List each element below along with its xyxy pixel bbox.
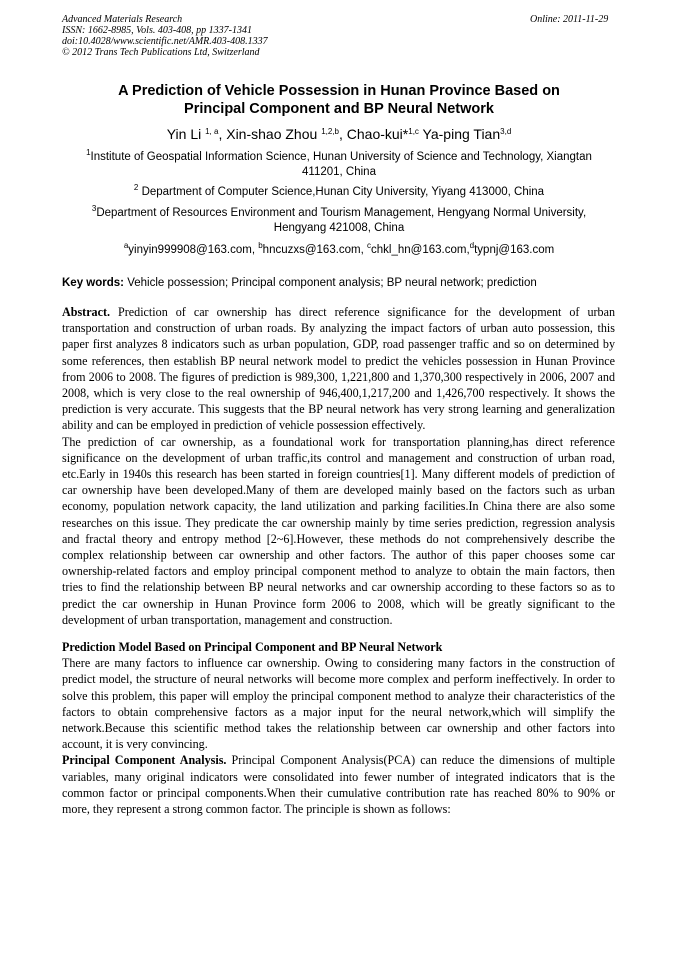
affiliation-3-sup: 3 bbox=[91, 204, 97, 213]
author-3-sup: 1,c bbox=[408, 127, 419, 136]
issn-line: ISSN: 1662-8985, Vols. 403-408, pp 1337-1341 bbox=[62, 25, 252, 36]
affiliation-3 bbox=[62, 206, 616, 236]
pca-paragraph bbox=[62, 752, 615, 817]
abstract-paragraph bbox=[62, 304, 615, 434]
affiliation-3-line-1: Department of Resources Environment and Tourism Management, Hengyang Normal University, bbox=[96, 207, 587, 219]
author-2-sup: 1,2,b bbox=[321, 127, 339, 136]
affiliation-2-sup: 2 bbox=[133, 183, 139, 192]
author-1-sup: 1, a bbox=[205, 127, 219, 136]
keywords-label: Key words: bbox=[62, 277, 124, 289]
doi-line: doi:10.4028/www.scientific.net/AMR.403-408.1337 bbox=[62, 36, 268, 47]
email-c: chkl_hn@163.com, bbox=[371, 244, 470, 256]
email-d-sup: d bbox=[469, 241, 475, 250]
section-heading: Prediction Model Based on Principal Component and BP Neural Network bbox=[62, 640, 443, 655]
affiliation-1-line-2: 411201, China bbox=[302, 166, 376, 178]
keywords-text: Vehicle possession; Principal component analysis; BP neural network; prediction bbox=[124, 277, 537, 289]
author-3: , Chao-kui* bbox=[338, 126, 409, 142]
paper-body bbox=[62, 304, 615, 817]
keywords bbox=[62, 276, 616, 291]
author-1: Yin Li bbox=[166, 126, 206, 142]
affiliation-2-text: Department of Computer Science,Hunan City University, Yiyang 413000, China bbox=[138, 186, 545, 198]
intro-paragraph: The prediction of car ownership, as a foundational work for transportation planning,has direct reference significance on the development of urban traffic,its control and management and construction of urban road, etc.Early in 1940s this research has been started in foreign countries[1]. Many different models of prediction of car ownership have been developed.Many of them are developed mainly based on the factors such as urban economy, population network capacity, the land utilization and parking facilities.In China there are also some researches on this issue. They predicate the car ownership mainly by time series prediction, regression analysis and fractal theory and entropy method [2~6].However, these methods do not comprehensively describe the complex relationship between car ownership and other factors. The author of this paper chooses some car ownership-related factors and employ principal component method to analyze to obtain the main factors, then tries to find the relationship between BP neural networks and car ownership according to these factors so as to predict the car ownership in Hunan Province form 2006 to 2008, which will be greatly significant to the development of urban transportation, management and construction. bbox=[62, 434, 615, 627]
author-emails bbox=[62, 243, 616, 258]
section-paragraph: There are many factors to influence car ownership. Owing to considering many factors in the construction of predict model, the structure of neural networks will become more complex and perform ineffectively. In order to solve this problem, this paper will employ the principal component method to analyze their characteristics of the factors to obtain comprehensive factors as a major input for the neural network,which will simplify the network.Because this scientific method takes the relationship between car ownership and other factors into account, it is very convincing. bbox=[62, 656, 615, 752]
email-d: typnj@163.com bbox=[474, 244, 555, 256]
title-line-1: A Prediction of Vehicle Possession in Hunan Province Based on bbox=[118, 83, 560, 99]
author-4-sup: 3,d bbox=[500, 127, 512, 136]
affiliation-1-line-1: Institute of Geospatial Information Science, Hunan University of Science and Technology, Xiangtan bbox=[90, 151, 592, 163]
journal-name: Advanced Materials Research bbox=[62, 14, 183, 25]
pca-label: Principal Component Analysis. bbox=[62, 753, 227, 768]
journal-header bbox=[62, 14, 268, 58]
affiliation-2 bbox=[62, 185, 616, 200]
email-a: yinyin999908@163.com, bbox=[128, 244, 259, 256]
abstract-text: Prediction of car ownership has direct reference significance for the development of urban transportation and construction of urban roads. By analyzing the impact factors of urban auto possession, this paper first analyzes 8 indicators such as urban population, GDP, road passenger traffic and so on determined by some references, then establish BP neural network model to predict the vehicles possession in Hunan Province from 2006 to 2008. The figures of prediction is 989,300, 1,221,800 and 1,370,300 respectively in 2006, 2007 and 2008, which is very close to the real ownership of 946,400,1,217,200 and 1,426,700 respectively. It shows the prediction is very accurate. This suggests that the BP neural network has very strong learning and generalization ability and can be employed in prediction of vehicle possession effectively. bbox=[62, 305, 615, 433]
paper-title bbox=[62, 82, 616, 118]
affiliation-1-sup: 1 bbox=[86, 148, 91, 157]
affiliation-1 bbox=[62, 150, 616, 180]
abstract-label: Abstract. bbox=[62, 305, 111, 319]
author-4: Ya-ping Tian bbox=[418, 126, 501, 142]
email-b-sup: b bbox=[258, 241, 263, 250]
online-date: Online: 2011-11-29 bbox=[530, 14, 609, 25]
pca-text: Principal Component Analysis(PCA) can reduce the dimensions of multiple variables, many original indicators were consolidated into fewer number of integrated indicators that is the common factor or principal components.When their cumulative contribution rate has reached 80% to 90% or more, they represent a strong common factor. The principle is shown as follows: bbox=[62, 753, 616, 817]
copyright-line: © 2012 Trans Tech Publications Ltd, Switzerland bbox=[62, 47, 260, 58]
title-line-2: Principal Component and BP Neural Network bbox=[184, 101, 494, 117]
author-list bbox=[62, 125, 616, 143]
author-2: , Xin-shao Zhou bbox=[218, 126, 322, 142]
affiliation-3-line-2: Hengyang 421008, China bbox=[273, 222, 405, 234]
email-b: hncuzxs@163.com, bbox=[262, 244, 368, 256]
email-a-sup: a bbox=[123, 241, 129, 250]
email-c-sup: c bbox=[367, 241, 372, 250]
